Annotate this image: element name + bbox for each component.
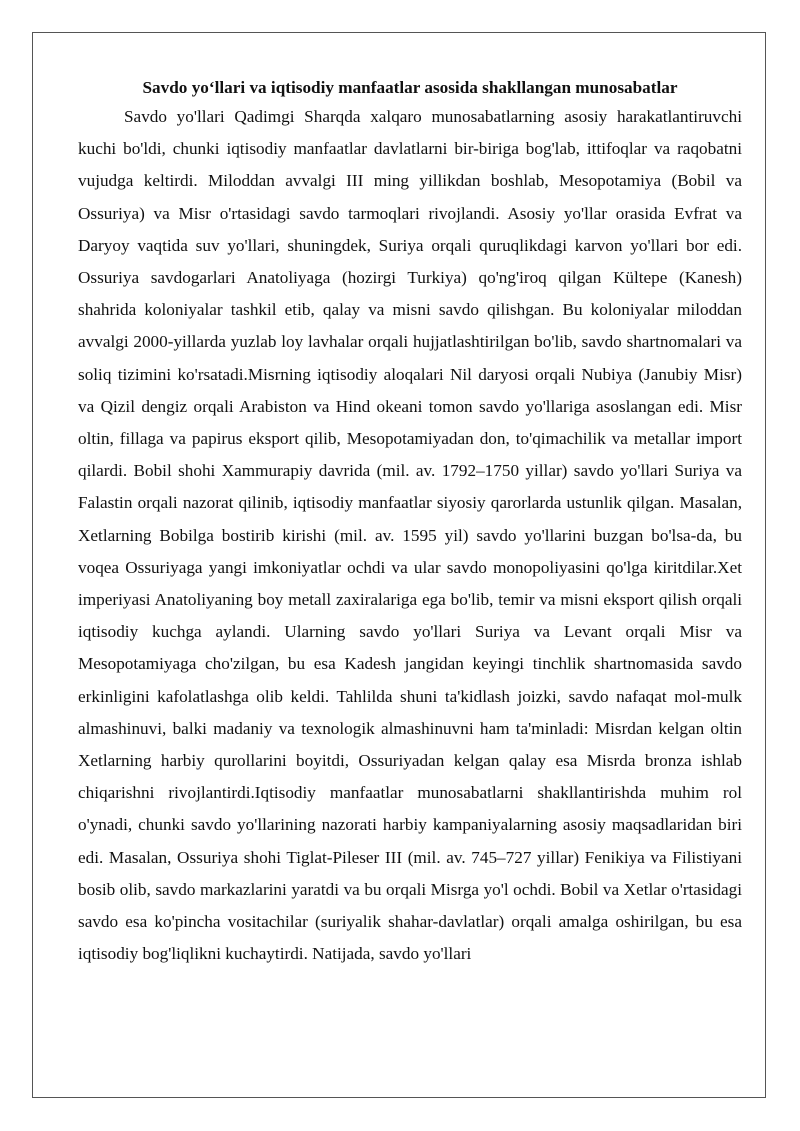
document-title: Savdo yo‘llari va iqtisodiy manfaatlar asosida shakllangan munosabatlar [142, 78, 678, 97]
document-content [78, 75, 742, 970]
document-paragraph: Savdo yo'llari Qadimgi Sharqda xalqaro munosabatlarning asosiy harakatlantiruvchi kuchi bo'ldi, chunki iqtisodiy manfaatlar davlatlarni bir-biriga bog'lab, ittifoqlar va raqobatni vujudga keltirdi. Miloddan avvalgi III ming yillikdan boshlab, Mesopotamiya (Bobil va Ossuriya) va Misr o'rtasidagi savdo tarmoqlari rivojlandi. Asosiy yo'llar orasida Evfrat va Daryoy vaqtida suv yo'llari, shuningdek, Suriya orqali quruqlikdagi karvon yo'llari bor edi. Ossuriya savdogarlari Anatoliyaga (hozirgi Turkiya) qo'ng'iroq qilgan Kültepe (Kanesh) shahrida koloniyalar tashkil etib, qalay va misni savdo qilishgan. Bu koloniyalar miloddan avvalgi 2000-yillarda yuzlab loy lavhalar orqali hujjatlashtirilgan bo'lib, savdo shartnomalari va soliq tizimini ko'rsatadi.Misrning iqtisodiy aloqalari Nil daryosi orqali Nubiya (Janubiy Misr) va Qizil dengiz orqali Arabiston va Hind okeani tomon savdo yo'llariga asoslangan edi. Misr oltin, fillaga va papirus eksport qilib, Mesopotamiyadan don, to'qimachilik va metallar import qilardi. Bobil shohi Xammurapiy davrida (mil. av. 1792–1750 yillar) savdo yo'llari Suriya va Falastin orqali nazorat qilinib, iqtisodiy manfaatlar siyosiy qarorlarda ustunlik qilgan. Masalan, Xetlarning Bobilga bostirib kirishi (mil. av. 1595 yil) savdo yo'llarini buzgan bo'lsa-da, bu voqea Ossuriyaga yangi imkoniyatlar ochdi va ular savdo monopoliyasini qo'lga kiritdilar.Xet imperiyasi Anatoliyaning boy metall zaxiralariga ega bo'lib, temir va misni eksport qilish orqali iqtisodiy kuchga aylandi. Ularning savdo yo'llari Suriya va Levant orqali Misr va Mesopotamiyaga cho'zilgan, bu esa Kadesh jangidan keyingi tinchlik shartnomasida savdo erkinligini kafolatlashga olib keldi. Tahlilda shuni ta'kidlash joizki, savdo nafaqat mol-mulk almashinuvi, balki madaniy va texnologik almashinuvni ham ta'minladi: Misrdan kelgan oltin Xetlarning harbiy qurollarini boyitdi, Ossuriyadan kelgan qalay esa Misrda bronza ishlab chiqarishni rivojlantirdi.Iqtisodiy manfaatlar munosabatlarni shakllantirishda muhim rol o'ynadi, chunki savdo yo'llarining nazorati harbiy kampaniyalarning asosiy maqsadlaridan biri edi. Masalan, Ossuriya shohi Tiglat-Pileser III (mil. av. 745–727 yillar) Fenikiya va Filistiyani bosib olib, savdo markazlarini yaratdi va bu orqali Misrga yo'l ochdi. Bobil va Xetlar o'rtasidagi savdo esa ko'pincha vositachilar (suriyalik shahar-davlatlar) orqali amalga oshirilgan, bu esa iqtisodiy bog'liqlikni kuchaytirdi. Natijada, savdo yo'llari [78, 107, 742, 964]
